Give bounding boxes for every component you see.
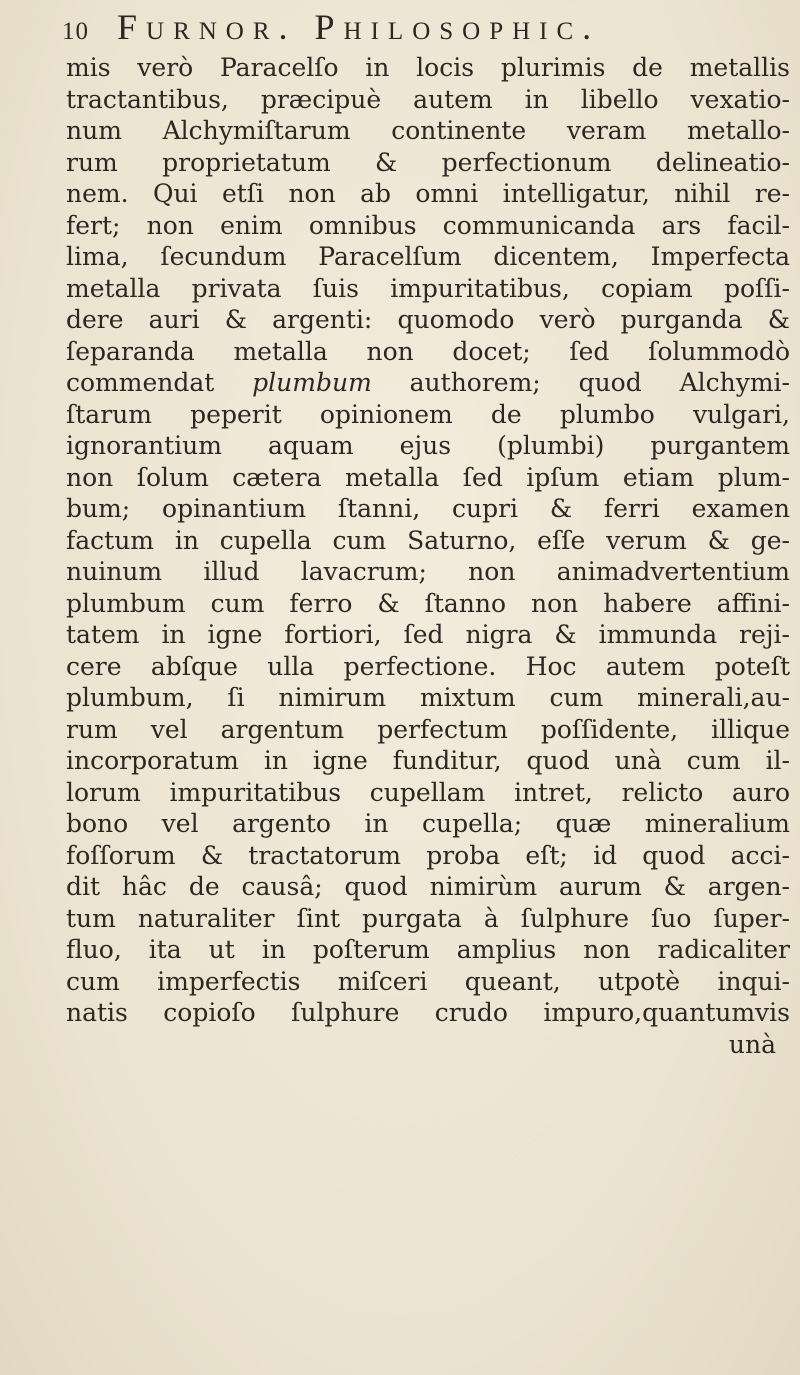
text-line: plumbum cum ferro & ſtanno non habere affini-: [66, 588, 790, 618]
text-fragment: commendat: [66, 368, 253, 397]
text-line: foſſorum & tractatorum proba eſt; id quod acci-: [66, 840, 790, 870]
running-title: Furnor. Philosophic.: [117, 7, 601, 47]
text-line: cum imperfectis miſceri queant, utpotè inqui-: [66, 966, 790, 996]
text-line: unà: [728, 1029, 776, 1059]
text-line: tum naturaliter ſint purgata à ſulphure ſuo ſuper-: [66, 903, 790, 933]
text-line: tatem in igne fortiori, ſed nigra & immunda reji-: [66, 620, 790, 649]
text-line: num Alchymiſtarum continente veram metallo-: [66, 116, 790, 145]
text-fragment: authorem; quod Alchymi-: [371, 368, 790, 397]
text-line: ſtarum peperit opinionem de plumbo vulgari,: [66, 399, 790, 429]
text-line: lorum impuritatibus cupellam intret, relicto auro: [66, 777, 790, 807]
text-line: lima, ſecundum Paracelſum dicentem, Imperfecta: [66, 242, 790, 271]
text-line: nem. Qui etſi non ab omni intelligatur, nihil re-: [66, 179, 790, 208]
text-line: bum; opinantium ſtanni, cupri & ferri examen: [66, 494, 790, 523]
text-line: fert; non enim omnibus communicanda ars facil-: [66, 210, 790, 240]
text-line: dit hâc de causâ; quod nimirùm aurum & argen-: [66, 872, 790, 901]
text-line: bono vel argento in cupella; quæ mineralium: [66, 809, 790, 838]
text-line: cere abſque ulla perfectione. Hoc autem poteſt: [66, 651, 790, 681]
text-line: metalla privata ſuis impuritatibus, copiam poſſi-: [66, 273, 790, 303]
italic-word: plumbum: [252, 368, 372, 397]
text-line: dere auri & argenti: quomodo verò purganda &: [66, 305, 790, 334]
text-line: [66, 367, 790, 399]
text-line: mis verò Paracelſo in locis plurimis de metallis: [66, 53, 790, 82]
text-line: fluo, ita ut in poſterum amplius non radicaliter: [66, 935, 790, 964]
text-line: ſeparanda metalla non docet; ſed ſolummodò: [66, 336, 790, 366]
text-line: natis copioſo ſulphure crudo impuro,quantumvis: [66, 998, 790, 1027]
text-line: rum proprietatum & perfectionum delineatio-: [66, 147, 790, 177]
text-line: rum vel argentum perfectum poſſidente, illique: [66, 714, 790, 744]
body-text: [66, 52, 790, 1060]
text-line: factum in cupella cum Saturno, eſſe verum & ge-: [66, 525, 790, 555]
text-line: non ſolum cætera metalla ſed ipſum etiam plum-: [66, 462, 790, 492]
text-line: incorporatum in igne funditur, quod unà cum il-: [66, 746, 790, 775]
text-line: plumbum, ſi nimirum mixtum cum minerali,au-: [66, 683, 790, 712]
page-number: 10: [62, 18, 89, 45]
running-head: [62, 6, 782, 52]
text-line: nuinum illud lavacrum; non animadvertentium: [66, 557, 790, 586]
text-line: tractantibus, præcipuè autem in libello vexatio-: [66, 84, 790, 114]
text-line: ignorantium aquam ejus (plumbi) purgantem: [66, 431, 790, 460]
